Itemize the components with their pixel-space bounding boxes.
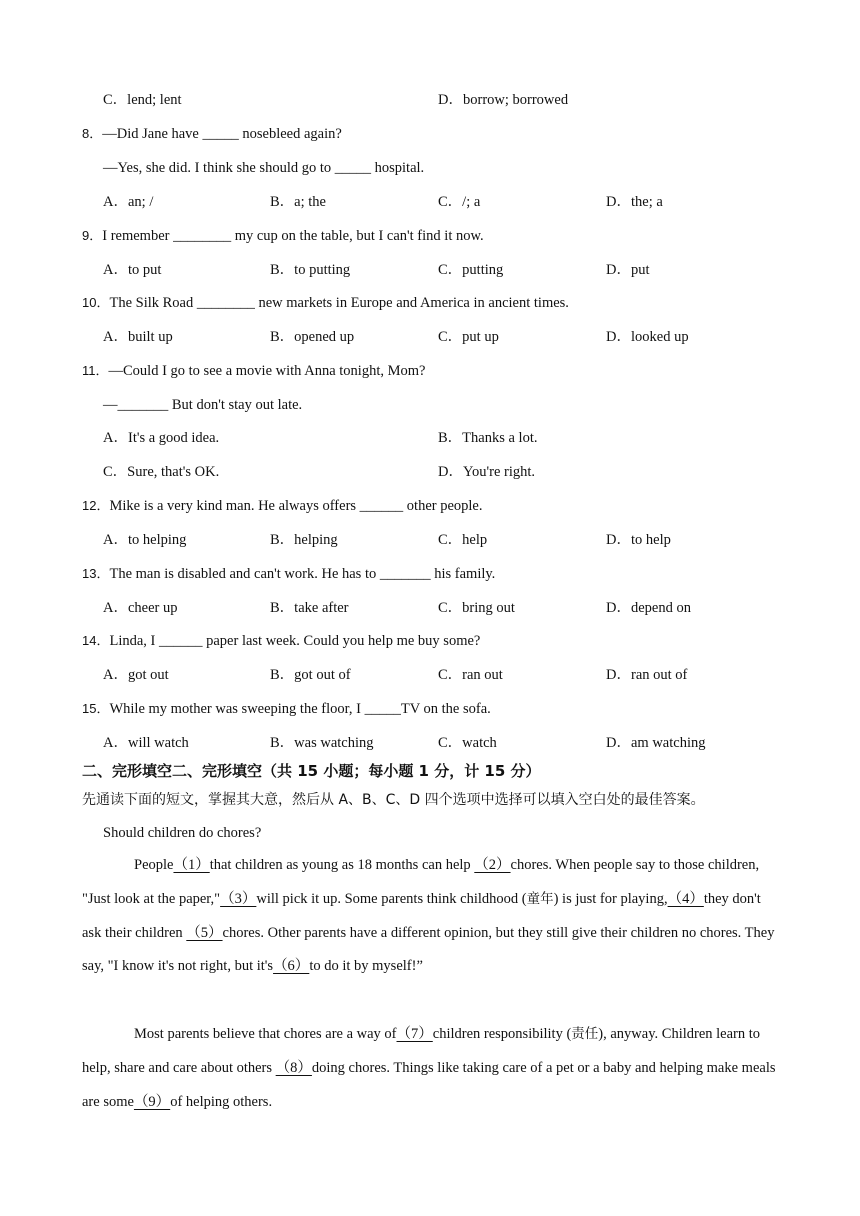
q14-option-a: A．got out [103,667,169,683]
passage-paragraph-1: People（1）that children as young as 18 months can help （2）chores. When people say to those children, "Just look at the paper,"（3）will pick it up. Some parents think childhood (童年) is just for playing,（4）they don't ask their children （5）chores. Other parents have a different opinion, but they still give their children no chores. They say, "I know it's not right, but it's（6）to do it by myself!” [82,857,775,975]
section-instruction: 先通读下面的短文，掌握其大意，然后从 A、B、C、D 四个选项中选择可以填入空白处的最佳答案。 [82,792,705,808]
q15-option-a: A．will watch [103,735,189,751]
blank-4: （4） [667,890,704,907]
q11-option-c: C．Sure, that's OK. [103,464,220,480]
q12-option-a: A．to helping [103,532,187,548]
blank-5: （5） [186,924,223,941]
q9-option-c: C．putting [438,262,504,278]
q13-stem: 13．The man is disabled and can't work. He has to _______ his family. [82,566,496,582]
q14-stem: 14．Linda, I ______ paper last week. Could you help me buy some? [82,633,481,649]
q9-stem: 9．I remember ________ my cup on the table, but I can't find it now. [82,228,484,244]
blank-2: （2） [474,857,511,873]
q10-option-c: C．put up [438,329,499,345]
passage-title: Should children do chores? [103,825,262,841]
q11-option-d: D．You're right. [438,464,536,480]
q12-option-c: C．help [438,532,488,548]
q10-option-a: A．built up [103,329,173,345]
blank-3: （3） [220,890,257,907]
q7-option-c: C．lend; lent [103,92,182,108]
q15-option-c: C．watch [438,735,497,751]
q15-option-d: D．am watching [606,735,706,751]
q13-option-b: B．take after [270,600,349,616]
q11-option-b: B．Thanks a lot. [438,430,538,446]
q8-option-c: C．/; a [438,194,481,210]
q7-option-d: D．borrow; borrowed [438,92,569,108]
q9-option-a: A．to put [103,262,162,278]
q10-option-d: D．looked up [606,329,689,345]
blank-6: （6） [273,958,310,975]
q11-stem: 11．—Could I go to see a movie with Anna tonight, Mom? [82,363,426,379]
q14-option-b: B．got out of [270,667,351,683]
q9-option-b: B．to putting [270,262,351,278]
blank-8: （8） [275,1059,312,1076]
q9-option-d: D．put [606,262,650,278]
q12-stem: 12．Mike is a very kind man. He always offers ______ other people. [82,498,483,514]
q13-option-c: C．bring out [438,600,515,616]
q14-option-d: D．ran out of [606,667,688,683]
section-heading: 二、完形填空二、完形填空（共 15 小题；每小题 1 分，计 15 分） [82,762,541,780]
q8-option-a: A．an; / [103,194,154,210]
q10-option-b: B．opened up [270,329,355,345]
blank-7: （7） [396,1026,433,1042]
q13-option-a: A．cheer up [103,600,178,616]
q13-option-d: D．depend on [606,600,691,616]
q15-stem: 15．While my mother was sweeping the floor, I _____TV on the sofa. [82,701,491,717]
blank-9: （9） [133,1093,171,1110]
q8-stem-line2: —Yes, she did. I think she should go to _____ hospital. [103,160,425,176]
q12-option-b: B．helping [270,532,338,548]
q12-option-d: D．to help [606,532,671,548]
blank-1: （1） [173,857,210,873]
passage-paragraph-2: Most parents believe that chores are a way of（7）children responsibility (责任), anyway. Children learn to help, share and care about others （8）doing chores. Things like taking care of a pet or a baby and helping make meals are some（9）of helping others. [82,1026,776,1110]
q11-stem-line2: —_______ But don't stay out late. [103,397,303,413]
q8-stem: 8．—Did Jane have _____ nosebleed again? [82,126,342,142]
q15-option-b: B．was watching [270,735,374,751]
q10-stem: 10．The Silk Road ________ new markets in Europe and America in ancient times. [82,295,569,311]
q8-option-d: D．the; a [606,194,663,210]
q14-option-c: C．ran out [438,667,503,683]
q8-option-b: B．a; the [270,194,326,210]
q11-option-a: A．It's a good idea. [103,430,220,446]
